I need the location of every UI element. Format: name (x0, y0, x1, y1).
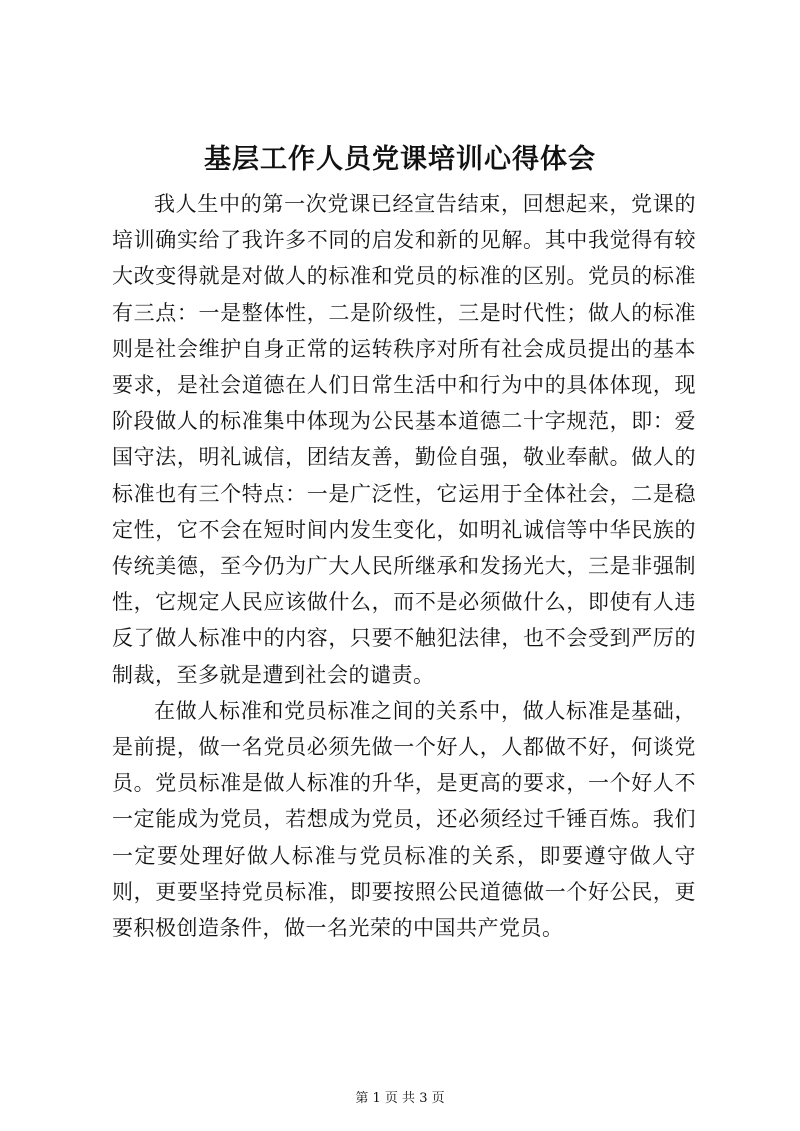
document-body (112, 186, 696, 946)
page-footer: 第 1 页 共 3 页 (355, 1091, 445, 1106)
document-title: 基层工作人员党课培训心得体会 (204, 144, 596, 175)
paragraph-1: 我人生中的第一次党课已经宣告结束，回想起来，党课的培训确实给了我许多不同的启发和新的见解。其中我觉得有较大改变得就是对做人的标准和党员的标准的区别。党员的标准有三点：一是整体性，二是阶级性，三是时代性；做人的标准则是社会维护自身正常的运转秩序对所有社会成员提出的基本要求，是社会道德在人们日常生活中和行为中的具体体现，现阶段做人的标准集中体现为公民基本道德二十字规范，即：爱国守法，明礼诚信，团结友善，勤俭自强，敬业奉献。做人的标准也有三个特点：一是广泛性，它运用于全体社会，二是稳定性，它不会在短时间内发生变化，如明礼诚信等中华民族的传统美德，至今仍为广大人民所继承和发扬光大，三是非强制性，它规定人民应该做什么，而不是必须做什么，即使有人违反了做人标准中的内容，只要不触犯法律，也不会受到严厉的制裁，至多就是遭到社会的谴责。 (112, 192, 696, 687)
paragraph-2: 在做人标准和党员标准之间的关系中，做人标准是基础，是前提，做一名党员必须先做一个好人，人都做不好，何谈党员。党员标准是做人标准的升华，是更高的要求，一个好人不一定能成为党员，若想成为党员，还必须经过千锤百炼。我们一定要处理好做人标准与党员标准的关系，即要遵守做人守则，更要坚持党员标准，即要按照公民道德做一个好公民，更要积极创造条件，做一名光荣的中国共产党员。 (112, 698, 696, 941)
